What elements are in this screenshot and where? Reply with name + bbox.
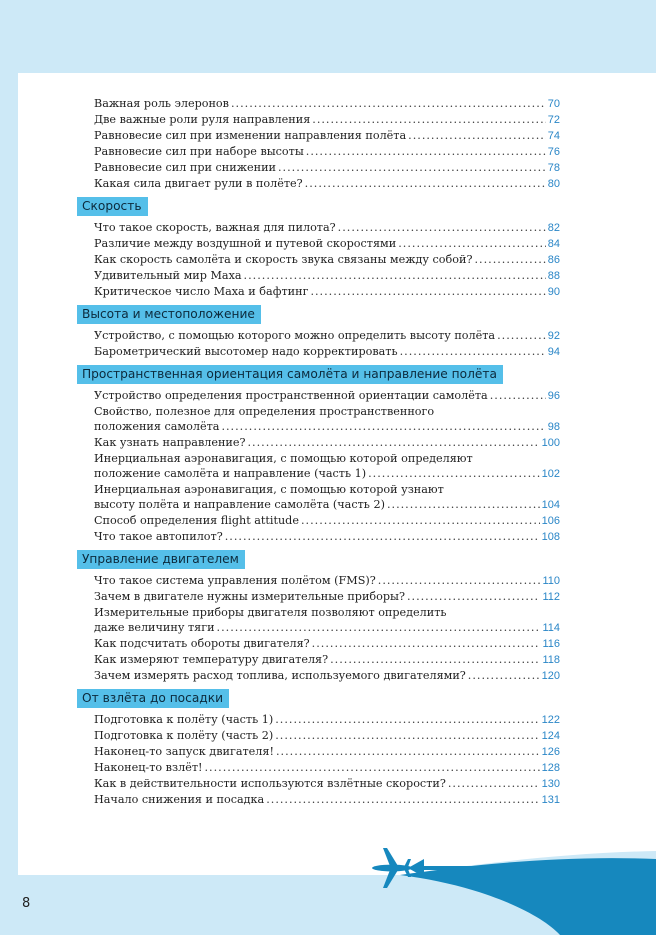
- toc-entry[interactable]: [77, 176, 560, 192]
- toc-entry[interactable]: [77, 744, 560, 760]
- entry-page-number: 104: [541, 499, 560, 511]
- toc-entry[interactable]: [77, 712, 560, 728]
- section-heading: Пространственная ориентация самолёта и направление полёта: [77, 365, 503, 384]
- entry-title: Зачем в двигателе нужны измерительные приборы?: [94, 590, 405, 603]
- entry-title: Что такое автопилот?: [94, 530, 223, 543]
- entry-page-number: 102: [541, 468, 560, 480]
- entry-title: Удивительный мир Маха: [94, 269, 242, 282]
- dot-leader: [205, 760, 540, 775]
- entry-title: Как узнать направление?: [94, 436, 246, 449]
- section-heading: От взлёта до посадки: [77, 689, 229, 708]
- entry-page-number: 128: [541, 762, 560, 774]
- toc-entry[interactable]: [77, 636, 560, 652]
- entry-title: Что такое система управления полётом (FMS)?: [94, 574, 376, 587]
- dot-leader: [398, 236, 546, 251]
- dot-leader: [276, 744, 540, 759]
- dot-leader: [497, 328, 546, 343]
- entry-page-number: 118: [542, 654, 560, 666]
- dot-leader: [338, 220, 546, 235]
- entry-title: Как подсчитать обороты двигателя?: [94, 637, 310, 650]
- toc-entry[interactable]: [77, 268, 560, 284]
- entry-page-number: 112: [542, 591, 560, 603]
- dot-leader: [312, 636, 541, 651]
- entry-title: высоту полёта и направление самолёта (часть 2): [94, 498, 385, 511]
- entry-page-number: 131: [541, 794, 560, 806]
- toc-entry[interactable]: [77, 252, 560, 268]
- dot-leader: [468, 668, 540, 683]
- entry-page-number: 84: [547, 238, 560, 250]
- toc-entry[interactable]: [77, 144, 560, 160]
- entry-title: Наконец-то взлёт!: [94, 761, 203, 774]
- entry-page-number: 130: [541, 778, 560, 790]
- dot-leader: [306, 144, 546, 159]
- toc-entry[interactable]: [77, 128, 560, 144]
- toc-entry[interactable]: [77, 529, 560, 545]
- entry-title: Равновесие сил при снижении: [94, 161, 276, 174]
- entry-title: положение самолёта и направление (часть 1): [94, 467, 367, 480]
- dot-leader: [275, 728, 539, 743]
- entry-title: Важная роль элеронов: [94, 97, 229, 110]
- section-heading: Высота и местоположение: [77, 305, 261, 324]
- toc-entry[interactable]: [77, 284, 560, 300]
- dot-leader: [266, 792, 539, 807]
- entry-page-number: 74: [547, 130, 560, 142]
- entry-title: Различие между воздушной и путевой скоростями: [94, 237, 397, 250]
- entry-page-number: 90: [547, 286, 560, 298]
- entry-title: Две важные роли руля направления: [94, 113, 311, 126]
- toc-entry[interactable]: [77, 236, 560, 252]
- table-of-contents: [77, 96, 560, 808]
- entry-title: Как скорость самолёта и скорость звука связаны между собой?: [94, 253, 473, 266]
- entry-title: Инерциальная аэронавигация, с помощью которой узнают: [94, 483, 444, 496]
- page-number: 8: [22, 896, 31, 911]
- entry-title: Критическое число Маха и бафтинг: [94, 285, 309, 298]
- entry-page-number: 82: [547, 222, 560, 234]
- toc-entry[interactable]: [77, 792, 560, 808]
- entry-title: Зачем измерять расход топлива, используемого двигателями?: [94, 669, 466, 682]
- toc-entry[interactable]: [77, 573, 560, 589]
- toc-entry[interactable]: [77, 652, 560, 668]
- entry-page-number: 110: [542, 575, 560, 587]
- toc-entry[interactable]: [77, 112, 560, 128]
- dot-leader: [301, 513, 540, 528]
- entry-page-number: 106: [541, 515, 560, 527]
- dot-leader: [244, 268, 546, 283]
- toc-entry[interactable]: [77, 388, 560, 404]
- entry-page-number: 126: [541, 746, 560, 758]
- entry-title: Как в действительности используются взлётные скорости?: [94, 777, 446, 790]
- dot-leader: [474, 252, 545, 267]
- entry-page-number: 88: [547, 270, 560, 282]
- toc-entry[interactable]: [77, 605, 560, 636]
- dot-leader: [387, 497, 540, 512]
- entry-title: Что такое скорость, важная для пилота?: [94, 221, 336, 234]
- dot-leader: [221, 419, 545, 434]
- entry-title: Наконец-то запуск двигателя!: [94, 745, 274, 758]
- entry-page-number: 80: [547, 178, 560, 190]
- dot-leader: [490, 388, 546, 403]
- entry-title: Свойство, полезное для определения пространственного: [94, 405, 435, 418]
- toc-entry[interactable]: [77, 589, 560, 605]
- toc-entry[interactable]: [77, 435, 560, 451]
- section-heading: Скорость: [77, 197, 148, 216]
- entry-title: даже величину тяги: [94, 621, 215, 634]
- entry-title: Подготовка к полёту (часть 1): [94, 713, 274, 726]
- entry-title: Подготовка к полёту (часть 2): [94, 729, 274, 742]
- entry-page-number: 114: [542, 622, 560, 634]
- toc-entry[interactable]: [77, 451, 560, 482]
- toc-entry[interactable]: [77, 328, 560, 344]
- left-decor-band: [0, 73, 18, 905]
- entry-title: Начало снижения и посадка: [94, 793, 265, 806]
- entry-page-number: 120: [541, 670, 560, 682]
- dot-leader: [408, 128, 546, 143]
- entry-title: положения самолёта: [94, 420, 220, 433]
- dot-leader: [231, 96, 546, 111]
- toc-entry[interactable]: [77, 776, 560, 792]
- dot-leader: [400, 344, 546, 359]
- entry-title: Равновесие сил при изменении направления полёта: [94, 129, 407, 142]
- entry-title: Равновесие сил при наборе высоты: [94, 145, 304, 158]
- toc-entry[interactable]: [77, 482, 560, 513]
- toc-entry[interactable]: [77, 220, 560, 236]
- toc-entry[interactable]: [77, 96, 560, 112]
- entry-title: Барометрический высотомер надо корректировать: [94, 345, 398, 358]
- entry-title: Измерительные приборы двигателя позволяют определить: [94, 606, 447, 619]
- entry-title: Устройство, с помощью которого можно определить высоту полёта: [94, 329, 496, 342]
- dot-leader: [278, 160, 546, 175]
- entry-page-number: 92: [547, 330, 560, 342]
- bottom-decor: [0, 835, 656, 935]
- toc-entry[interactable]: [77, 513, 560, 529]
- toc-entry[interactable]: [77, 760, 560, 776]
- entry-title: Способ определения flight attitude: [94, 514, 299, 527]
- entry-page-number: 122: [541, 714, 560, 726]
- toc-entry[interactable]: [77, 160, 560, 176]
- entry-page-number: 78: [547, 162, 560, 174]
- toc-entry[interactable]: [77, 404, 560, 435]
- entry-title: Инерциальная аэронавигация, с помощью которой определяют: [94, 452, 473, 465]
- dot-leader: [448, 776, 540, 791]
- dot-leader: [248, 435, 540, 450]
- entry-title: Как измеряют температуру двигателя?: [94, 653, 329, 666]
- entry-page-number: 124: [541, 730, 560, 742]
- dot-leader: [225, 529, 540, 544]
- entry-page-number: 96: [547, 390, 560, 402]
- dot-leader: [310, 284, 545, 299]
- entry-page-number: 94: [547, 346, 560, 358]
- dot-leader: [305, 176, 546, 191]
- top-decor-band: [0, 0, 656, 73]
- entry-page-number: 86: [547, 254, 560, 266]
- entry-page-number: 76: [547, 146, 560, 158]
- toc-entry[interactable]: [77, 668, 560, 684]
- entry-page-number: 72: [547, 114, 560, 126]
- dot-leader: [368, 466, 540, 481]
- entry-page-number: 108: [541, 531, 560, 543]
- entry-page-number: 70: [547, 98, 560, 110]
- entry-title: Устройство определения пространственной ориентации самолёта: [94, 389, 488, 402]
- entry-page-number: 116: [542, 638, 560, 650]
- dot-leader: [275, 712, 539, 727]
- toc-entry[interactable]: [77, 344, 560, 360]
- entry-title: Какая сила двигает рули в полёте?: [94, 177, 303, 190]
- toc-entry[interactable]: [77, 728, 560, 744]
- entry-page-number: 98: [547, 421, 560, 433]
- entry-page-number: 100: [541, 437, 560, 449]
- dot-leader: [330, 652, 540, 667]
- dot-leader: [407, 589, 541, 604]
- dot-leader: [217, 620, 541, 635]
- section-heading: Управление двигателем: [77, 550, 245, 569]
- dot-leader: [378, 573, 541, 588]
- dot-leader: [312, 112, 545, 127]
